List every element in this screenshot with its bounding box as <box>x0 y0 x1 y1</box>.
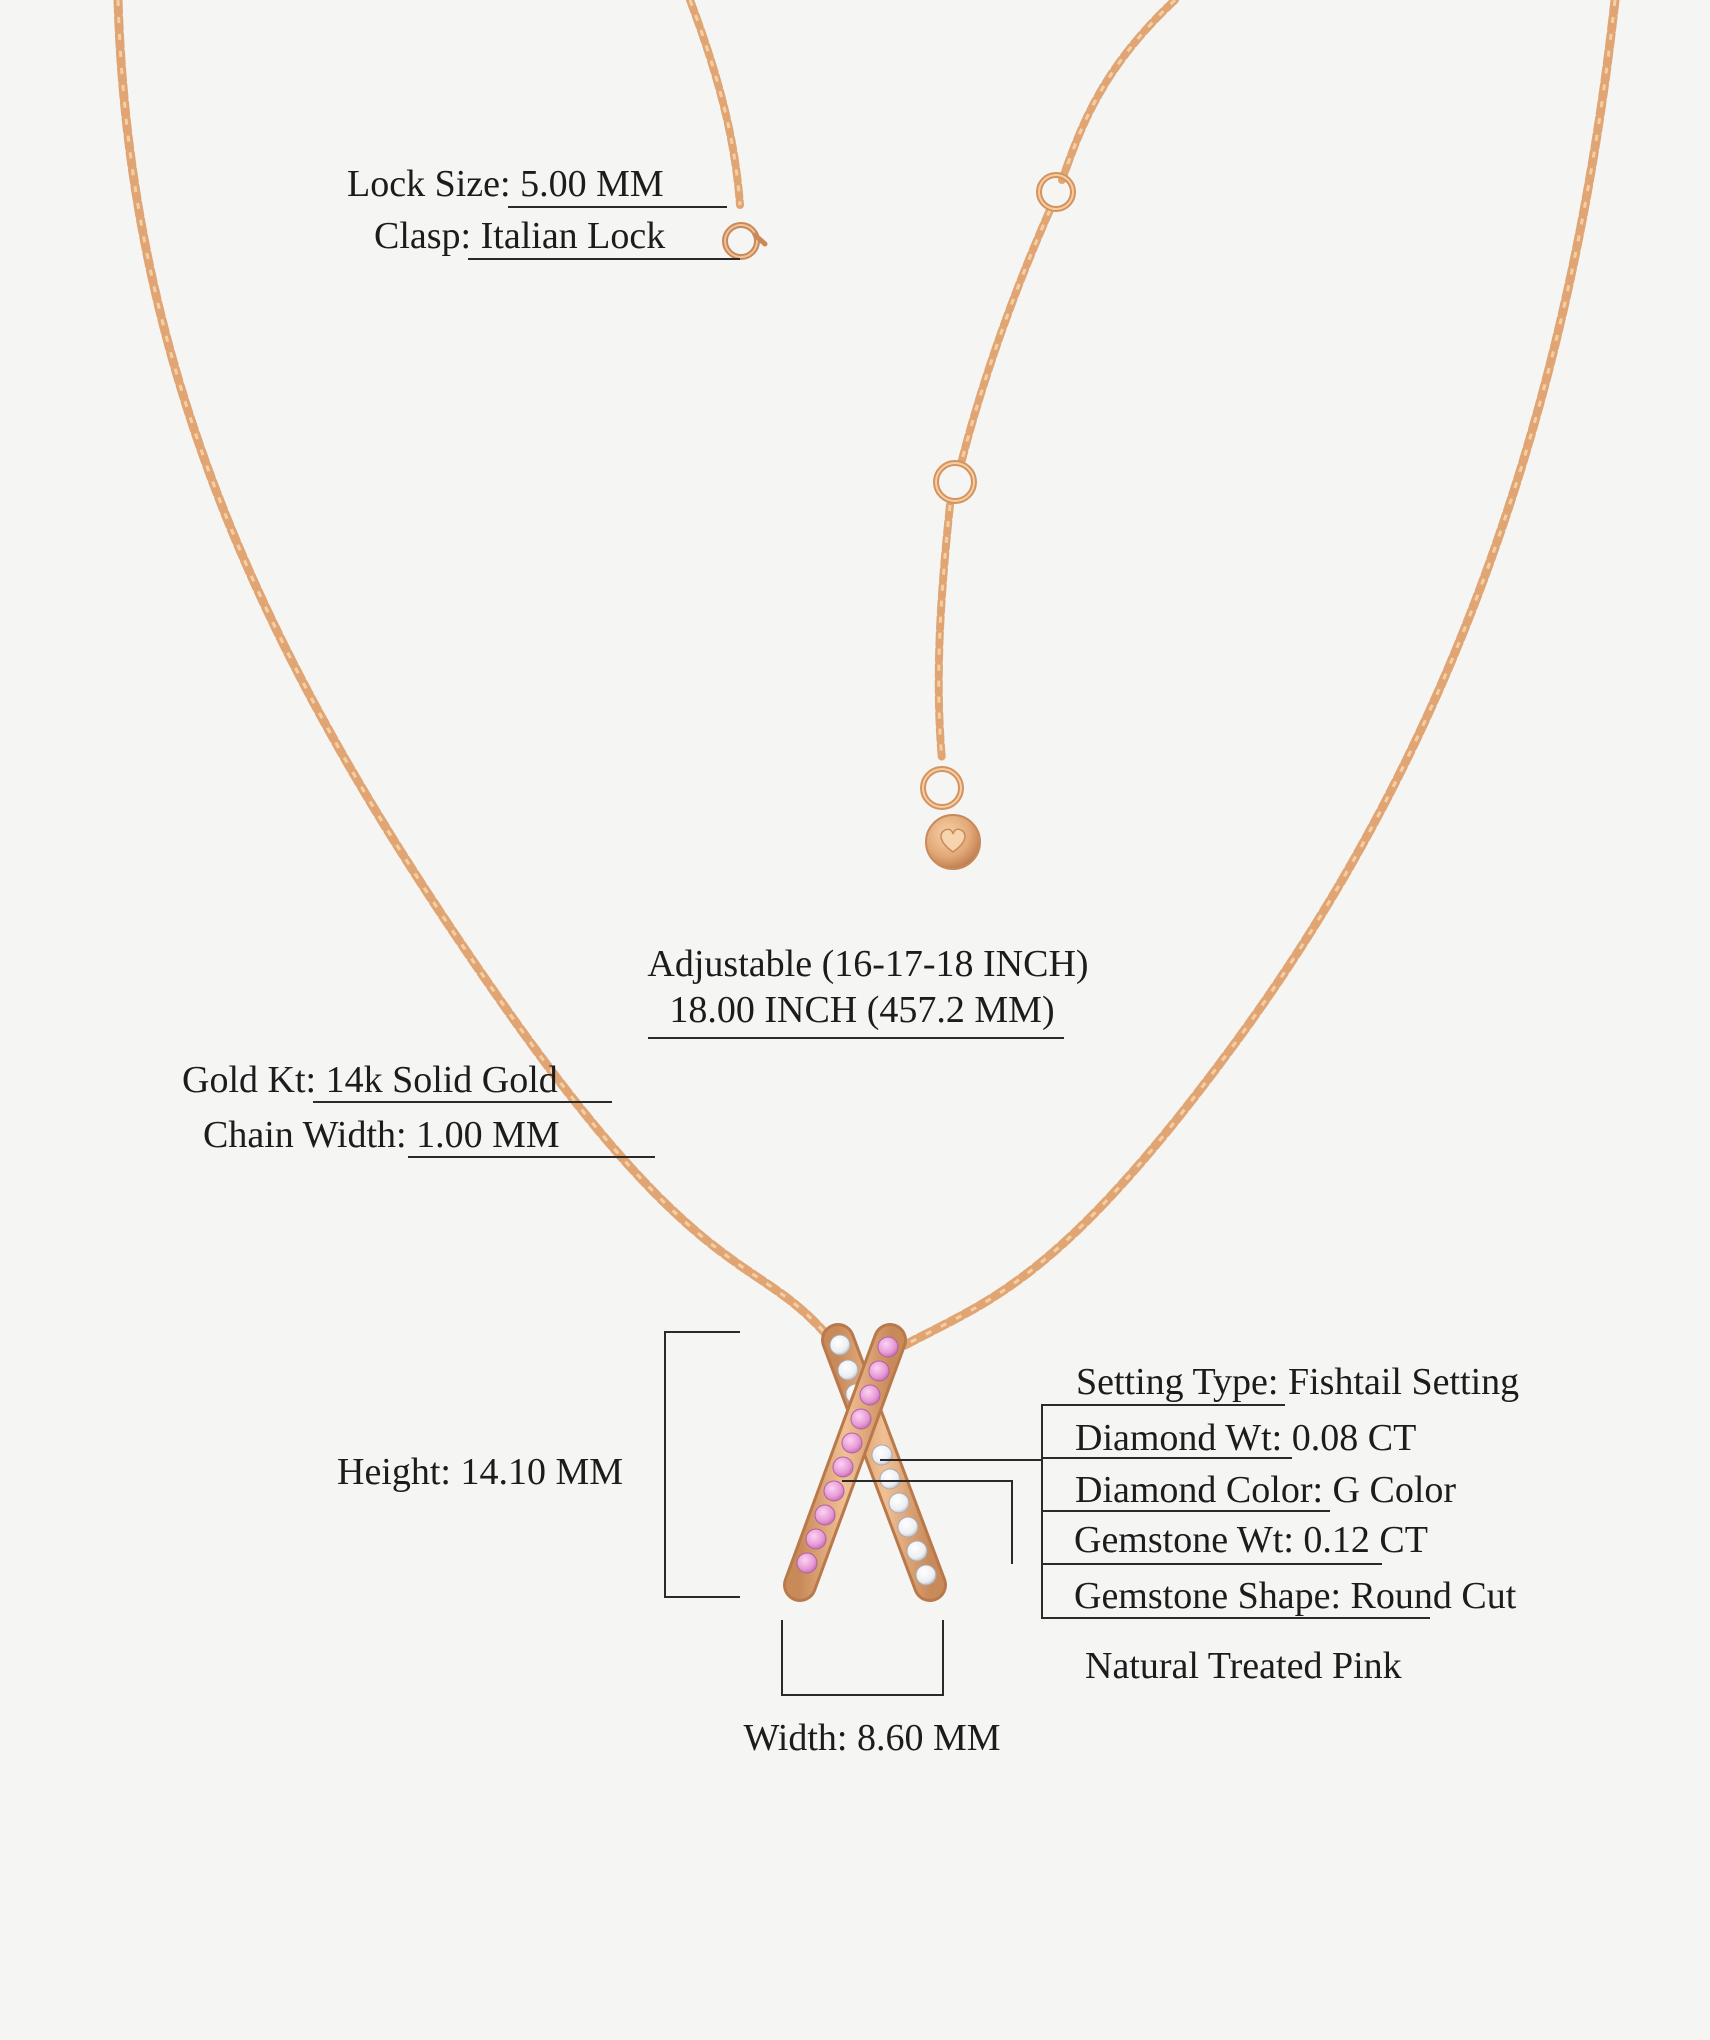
diamond-color-key: Diamond Color: <box>1075 1469 1324 1511</box>
chain-width-value: 1.00 MM <box>416 1114 560 1156</box>
lock-size-label <box>347 162 664 206</box>
chain-width-label <box>203 1113 560 1157</box>
width-label: Width: 8.60 MM <box>743 1717 1001 1759</box>
lock-size-value: 5.00 MM <box>520 163 664 205</box>
gemstone-wt-label <box>1074 1518 1428 1562</box>
gold-kt-key: Gold Kt: <box>182 1059 317 1101</box>
clasp-key: Clasp: <box>374 215 472 257</box>
diamond-wt-value: 0.08 CT <box>1291 1417 1417 1459</box>
setting-type-label <box>1076 1360 1519 1404</box>
clasp-value: Italian Lock <box>480 215 666 257</box>
setting-type-key: Setting Type: <box>1076 1361 1279 1403</box>
diamond-wt-label <box>1075 1416 1416 1460</box>
height-label: Height: 14.10 MM <box>337 1451 624 1493</box>
gemstone-type-label: Natural Treated Pink <box>1085 1645 1402 1687</box>
gemstone-shape-key: Gemstone Shape: <box>1074 1575 1342 1617</box>
clasp-label <box>374 214 665 258</box>
heart-charm-icon <box>926 815 980 869</box>
extender-chain <box>939 0 1175 760</box>
gemstone-shape-label <box>1074 1574 1516 1618</box>
lock-size-key: Lock Size: <box>347 163 511 205</box>
clasp-chain <box>690 0 740 205</box>
gold-kt-value: 14k Solid Gold <box>325 1059 558 1101</box>
diamond-wt-key: Diamond Wt: <box>1075 1417 1283 1459</box>
setting-type-value: Fishtail Setting <box>1287 1361 1520 1403</box>
diamond-color-value: G Color <box>1332 1469 1457 1511</box>
diamond-color-label <box>1075 1468 1456 1512</box>
gold-kt-label <box>182 1058 558 1102</box>
chain-right-strand <box>905 0 1615 1345</box>
adjustable-label: Adjustable (16-17-18 INCH) <box>647 943 1089 985</box>
chain-width-key: Chain Width: <box>203 1114 407 1156</box>
clasp-lock-icon <box>725 225 765 257</box>
length-label: 18.00 INCH (457.2 MM) <box>669 989 1055 1031</box>
gemstone-shape-value: Round Cut <box>1350 1575 1517 1617</box>
extender-ring-icon <box>923 175 1073 807</box>
gemstone-wt-value: 0.12 CT <box>1303 1519 1428 1561</box>
gemstone-wt-key: Gemstone Wt: <box>1074 1519 1294 1561</box>
